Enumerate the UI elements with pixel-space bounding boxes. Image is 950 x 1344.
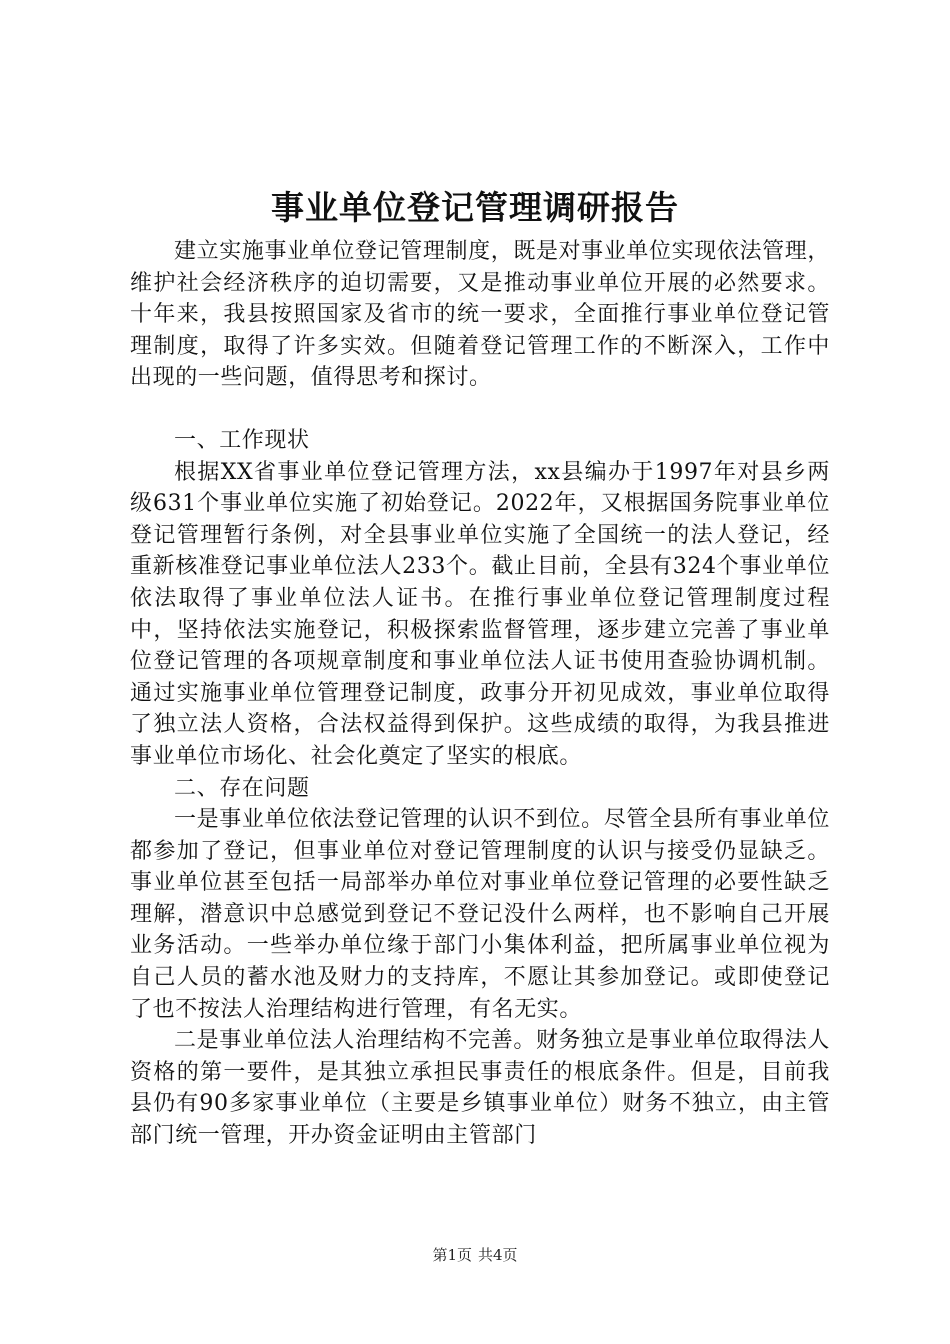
problem-paragraph-2: 二是事业单位法人治理结构不完善。财务独立是事业单位取得法人资格的第一要件，是其独立承担民事责任的根底条件。但是，目前我县仍有90多家事业单位（主要是乡镇事业单位）财务不独立，由主管部门统一管理，开办资金证明由主管部门 bbox=[130, 1028, 830, 1149]
page-total: 共4页 bbox=[478, 1246, 518, 1264]
document-body bbox=[130, 236, 830, 1152]
page-number: 第1页 bbox=[432, 1246, 472, 1264]
intro-paragraph: 建立实施事业单位登记管理制度，既是对事业单位实现依法管理，维护社会经济秩序的迫切需要，又是推动事业单位开展的必然要求。十年来，我县按照国家及省市的统一要求，全面推行事业单位登记管理制度，取得了许多实效。但随着登记管理工作的不断深入，工作中出现的一些问题，值得思考和探讨。 bbox=[130, 239, 830, 391]
section-status-paragraph: 根据XX省事业单位登记管理方法，xx县编办于1997年对县乡两级631个事业单位实施了初始登记。2022年，又根据国务院事业单位登记管理暂行条例，对全县事业单位实施了全国统一的法人登记，经重新核准登记事业单位法人233个。截止目前，全县有324个事业单位依法取得了事业单位法人证书。在推行事业单位登记管理制度过程中，坚持依法实施登记，积极探索监督管理，逐步建立完善了事业单位登记管理的各项规章制度和事业单位法人证书使用查验协调机制。通过实施事业单位管理登记制度，政事分开初见成效，事业单位取得了独立法人资格，合法权益得到保护。这些成绩的取得，为我县推进事业单位市场化、社会化奠定了坚实的根底。 bbox=[130, 459, 830, 769]
section-heading-problems: 二、存在问题 bbox=[174, 775, 310, 801]
document-title: 事业单位登记管理调研报告 bbox=[271, 188, 679, 227]
page-footer bbox=[0, 1244, 950, 1265]
problem-paragraph-1: 一是事业单位依法登记管理的认识不到位。尽管全县所有事业单位都参加了登记，但事业单位对登记管理制度的认识与接受仍显缺乏。事业单位甚至包括一局部举办单位对事业单位登记管理的必要性缺乏理解，潜意识中总感觉到登记不登记没什么两样，也不影响自己开展业务活动。一些举办单位缘于部门小集体利益，把所属事业单位视为自己人员的蓄水池及财力的支持库，不愿让其参加登记。或即使登记了也不按法人治理结构进行管理，有名无实。 bbox=[130, 807, 830, 1022]
section-heading-status: 一、工作现状 bbox=[174, 427, 310, 453]
